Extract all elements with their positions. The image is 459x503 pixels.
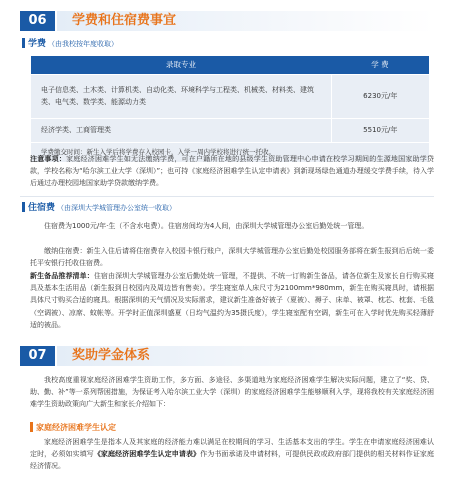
aid-text-c: 作为书面承诺及申请材料，可提供民政或政府部门提供的相关材料作证家庭经济情况。 <box>30 450 435 471</box>
bullet-marker-icon <box>30 422 33 432</box>
lodging-lead: 住宿费 <box>28 203 56 213</box>
aid-definition-paragraph <box>30 436 434 473</box>
lodging-payment-paragraph: 缴纳住宿费：新生入住后请将住宿费存入校园卡银行账户，深圳大学城管理办公室后勤处校园服务部将在新生报到后后统一委托平安银行托收住宿费。 <box>30 247 434 268</box>
table-header-row <box>31 56 429 74</box>
section-title: 学费和住宿费事宜 <box>72 13 177 28</box>
aid-intro-paragraph: 我校高度重视家庭经济困难学生资助工作，多方面、多途径、多渠道地为家庭经济困难学生解决实际问题，建立了“奖、贷、助、勤、补”等一系列帮困措施，为保证考入哈尔滨工业大学（深圳）的家庭经济困难学生能够顺利入学，现将我校有关家庭经济困难学生资助政策向广大新生和家长介绍如下： <box>30 376 434 409</box>
lodging-subheading <box>22 202 176 214</box>
supplies-label: 新生备品推荐清单： <box>30 272 94 280</box>
table-cell-major: 经济学类、工商管理类 <box>31 118 331 142</box>
divider <box>20 196 434 197</box>
aid-subheading <box>30 422 116 434</box>
tuition-table <box>31 56 429 162</box>
section-07-header <box>20 346 434 366</box>
table-footnote: 学费缴交时间：新生入学后将学费存入校园卡，入学一周内学校将进行统一托收。 <box>31 142 429 162</box>
notice-text: 家庭经济困难学生如无法缴纳学费，可在户籍所在地的县级学生资助管理中心申请在校学习期间的生源地国家助学贷款，学校名称为“哈尔滨工业大学（深圳）”；也可持《家庭经济困难学生认定申请表》到新现场绿色通道办理缓交学费手续，待入学后通过办理校园地国家助学贷款缴纳学费。 <box>30 155 435 188</box>
bullet-marker-icon <box>22 202 25 212</box>
section-number: 07 <box>20 346 55 366</box>
table-header-major: 录取专业 <box>31 56 331 74</box>
supplies-paragraph <box>30 270 434 331</box>
tuition-note: （由我校按年度收取） <box>48 40 119 48</box>
table-cell-fee: 6230元/年 <box>331 74 429 118</box>
lodging-fee-paragraph: 住宿费为1000元/年·生（不含水电费）。住宿房间均为4人间，由深圳大学城管理办公室后勤处统一管理。 <box>44 222 369 230</box>
lodging-note: （由深圳大学城管理办公室统一收取） <box>57 204 177 212</box>
section-title: 奖助学金体系 <box>72 348 151 363</box>
table-row <box>31 74 429 118</box>
tuition-lead: 学费 <box>28 39 47 49</box>
section-06-header <box>20 11 434 31</box>
notice-paragraph <box>30 153 434 190</box>
supplies-text: 住宿由深圳大学城管理办公室后勤处统一管理，不提供、不统一订购新生备品，请各位新生及家长自行购买寝具及基本生活用品（新生报到日校园内及周边皆有售卖）。学生寝室单人床尺寸为2100mm*980mm，新生在购买寝具时，请根据具体尺寸购买合适的寝具。根据深圳的天气情况及实际需求，建议新生准备好被子（夏被）、褥子、床单、被罩、枕芯、枕套、毛毯（空调被）、凉席、蚊帐等。开学时正值深圳盛夏（日均气温约为35摄氏度），学生寝室配有空调，新生可在入学时优先购买轻薄舒适的被品。 <box>30 272 435 329</box>
aid-text-a: 家庭经济困难学生是指本人及其家庭的经济能力难以满足在校期间的学习、生活基本支出的学生。学生在申请家庭经济困难认定时，必须如实填写 <box>30 438 434 459</box>
section-number: 06 <box>20 11 55 31</box>
table-cell-major: 电子信息类、土木类、计算机类、自动化类、环境科学与工程类、机械类、材料类、建筑类、电气类、数学类、能源动力类 <box>31 74 331 118</box>
aid-sub-title: 家庭经济困难学生认定 <box>36 423 116 432</box>
table-cell-fee: 5510元/年 <box>331 118 429 142</box>
bullet-marker-icon <box>22 38 25 48</box>
aid-form-name: 《家庭经济困难学生认定申请表》 <box>93 450 201 459</box>
tuition-subheading <box>22 38 118 50</box>
notice-label: 注意事项： <box>30 155 67 163</box>
table-header-fee: 学 费 <box>331 56 429 74</box>
table-row <box>31 118 429 142</box>
